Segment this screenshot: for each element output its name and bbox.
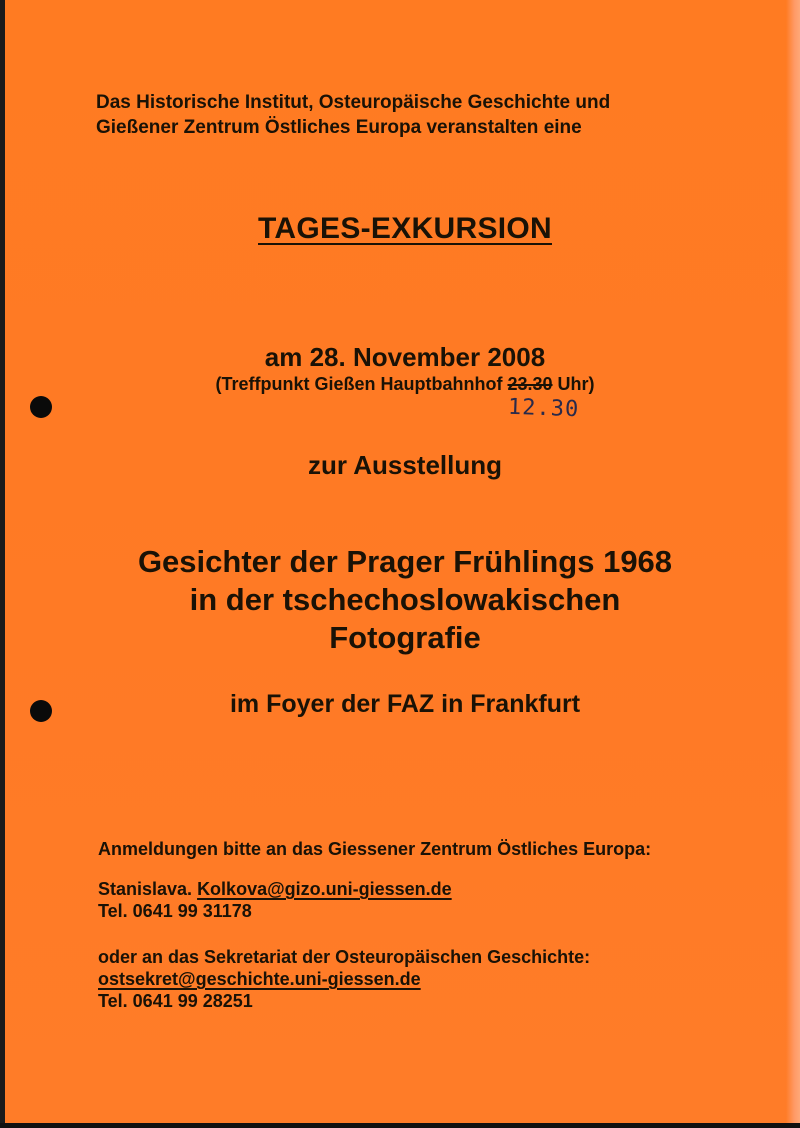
spacer: [98, 922, 738, 946]
exhibition-title-line-3: Fotografie: [329, 620, 481, 655]
meeting-point-suffix: Uhr): [552, 374, 595, 394]
punch-hole-top: [30, 396, 52, 418]
event-date: am 28. November 2008: [264, 342, 546, 372]
contact-2-email-link[interactable]: ostsekret@geschichte.uni-giessen.de: [98, 969, 421, 989]
event-title: [0, 212, 800, 246]
contact-2-line: [98, 968, 738, 990]
organizer-intro-line-2: Gießener Zentrum Östliches Europa veranstalten eine: [96, 117, 582, 138]
contact-1-name: Stanislava.: [98, 879, 198, 899]
handwritten-meeting-time: 12.30: [507, 394, 580, 423]
scan-edge-bottom: [0, 1123, 800, 1128]
exhibition-intro: zur Ausstellung: [307, 450, 503, 480]
exhibition-title: [0, 543, 800, 657]
exhibition-venue: im Foyer der FAZ in Frankfurt: [229, 690, 581, 718]
event-title-text: TAGES-EXKURSION: [258, 212, 552, 245]
secretariat-heading: oder an das Sekretariat der Osteuropäischen Geschichte:: [98, 947, 591, 967]
contact-1-phone: Tel. 0641 99 31178: [98, 901, 252, 921]
meeting-point-prefix: (Treffpunkt Gießen Hauptbahnhof: [215, 374, 508, 394]
spacer: [98, 860, 738, 878]
exhibition-title-line-1: Gesichter der Prager Frühlings 1968: [137, 544, 673, 579]
organizer-intro: [96, 90, 736, 140]
exhibition-title-line-2: in der tschechoslowakischen: [189, 582, 621, 617]
registration-contacts: [98, 838, 738, 1012]
contact-2-phone: Tel. 0641 99 28251: [98, 991, 253, 1011]
organizer-intro-line-1: Das Historische Institut, Osteuropäische Geschichte und: [96, 92, 611, 113]
contact-1-line: [98, 878, 738, 900]
registration-heading: Anmeldungen bitte an das Giessener Zentrum Östliches Europa:: [98, 839, 652, 859]
struck-meeting-time: 23.30: [507, 374, 553, 394]
meeting-point: [0, 374, 800, 395]
contact-1-email-link[interactable]: Kolkova@gizo.uni-giessen.de: [197, 879, 452, 899]
